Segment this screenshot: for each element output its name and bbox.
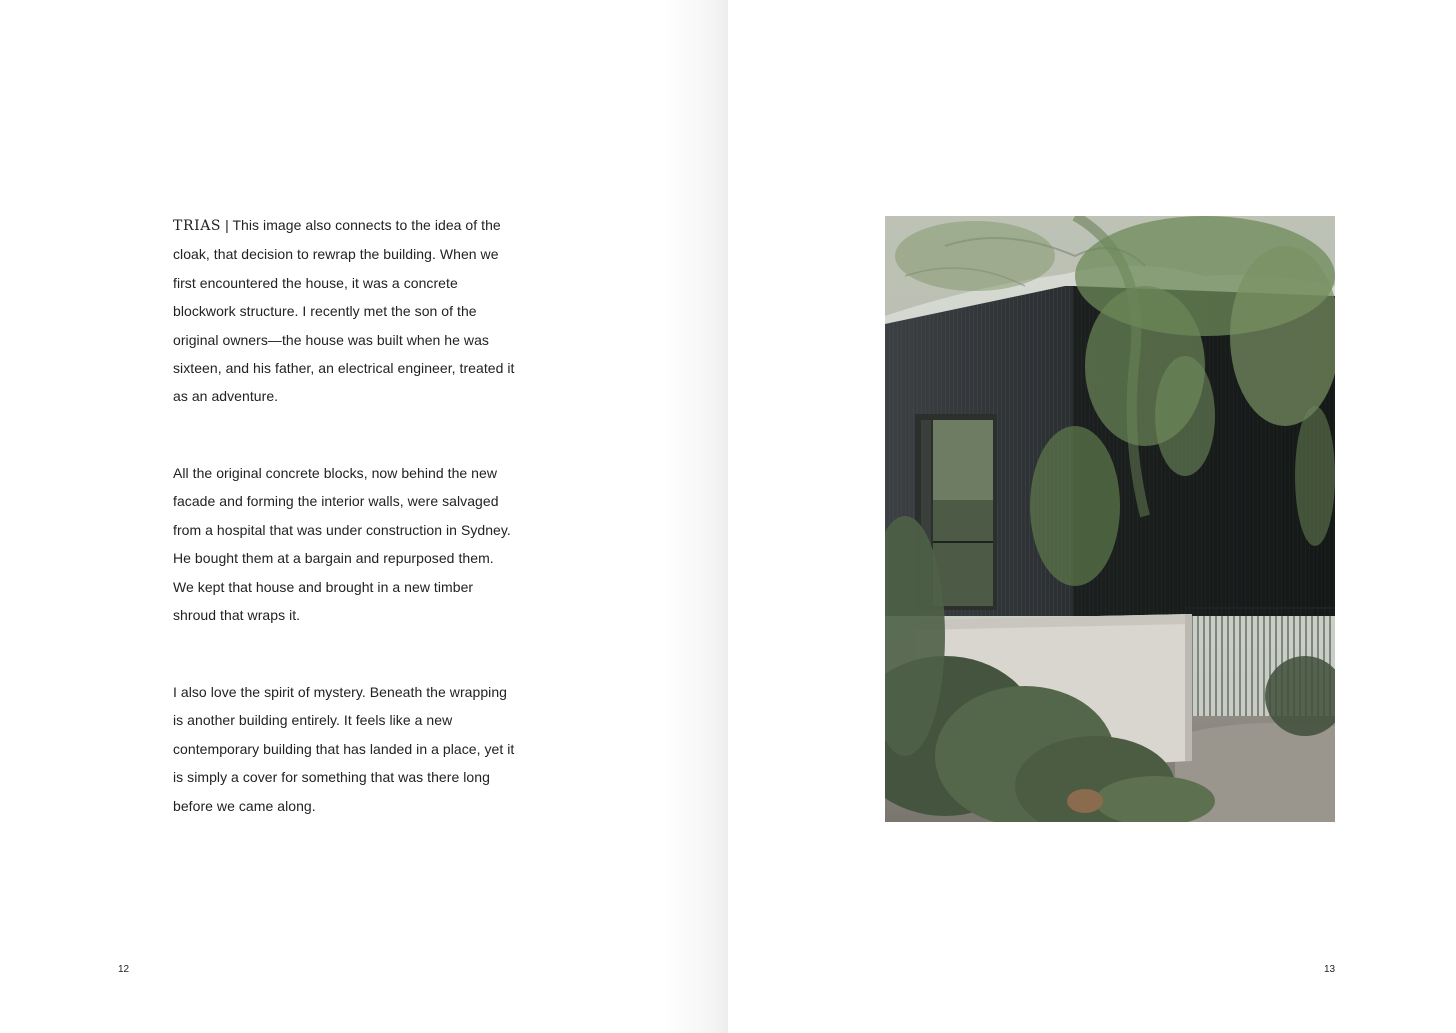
page-number-right: 13 [1324,964,1336,975]
paragraph-1 [173,211,518,411]
house-photo [885,216,1335,822]
house-photo-illustration [885,216,1335,822]
paragraph-1-body: | This image also connects to the idea of the cloak, that decision to rewrap the building. When we first encountered the house, it was a concrete blockwork structure. I recently met the son of the original owners—the house was built when he was sixteen, and his father, an electrical engineer, treated it as an adventure. [173,217,515,405]
paragraph-3: I also love the spirit of mystery. Beneath the wrapping is another building entirely. It feels like a new contemporary building that has landed in a place, yet it is simply a cover for something that was there long before we came along. [173,684,515,814]
paragraph-2: All the original concrete blocks, now behind the new facade and forming the interior walls, were salvaged from a hospital that was under construction in Sydney. He bought them at a bargain and repurposed them. We kept that house and brought in a new timber shroud that wraps it. [173,465,511,624]
lead-word: TRIAS [173,218,222,234]
gutter-shadow [660,0,728,1033]
page-number-left: 12 [118,964,130,975]
